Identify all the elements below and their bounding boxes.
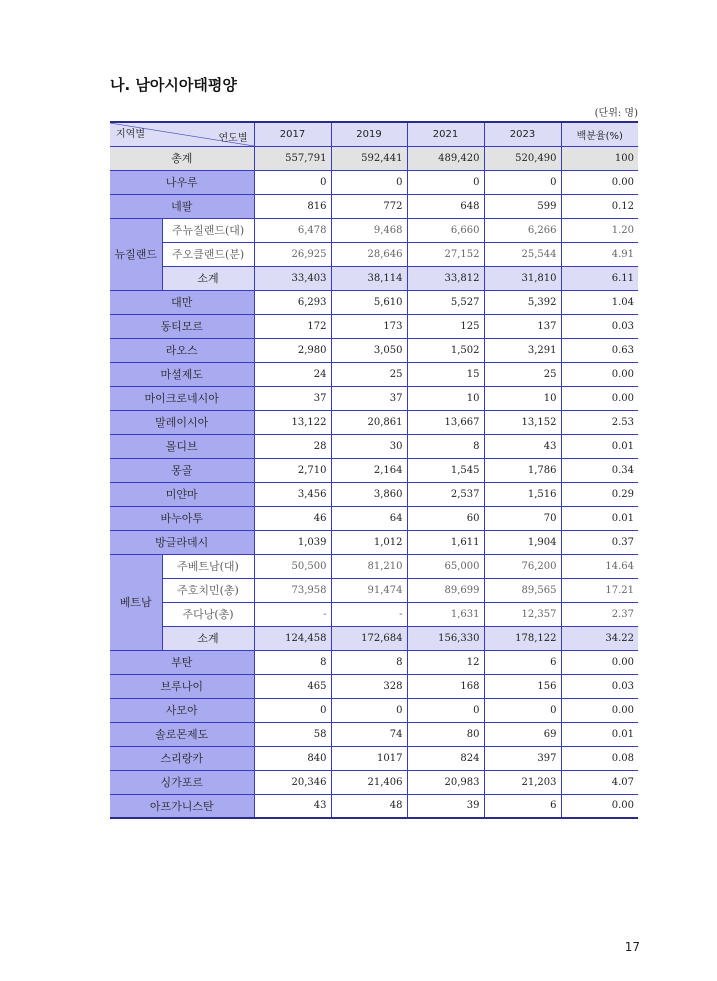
- group-new-zealand: 뉴질랜드: [110, 218, 162, 290]
- value-cell: 81,210: [331, 554, 407, 578]
- share-cell: 0.01: [561, 506, 638, 530]
- table-row: [110, 530, 638, 554]
- value-cell: 2,537: [407, 482, 484, 506]
- value-cell: 8: [407, 434, 484, 458]
- value-cell: 25,544: [484, 242, 561, 266]
- value-cell: 156: [484, 674, 561, 698]
- value-cell: 74: [331, 722, 407, 746]
- value-cell: -: [254, 602, 331, 626]
- value-cell: 168: [407, 674, 484, 698]
- table-row: [110, 338, 638, 362]
- header-year-label: 연도별: [218, 133, 248, 144]
- value-cell: 173: [331, 314, 407, 338]
- value-cell: 3,050: [331, 338, 407, 362]
- table-row: [110, 242, 638, 266]
- value-cell: 0: [484, 698, 561, 722]
- value-cell: 25: [484, 362, 561, 386]
- value-cell: 20,346: [254, 770, 331, 794]
- table-row: [110, 794, 638, 818]
- value-cell: 557,791: [254, 146, 331, 170]
- share-cell: 0.01: [561, 434, 638, 458]
- value-cell: 6: [484, 650, 561, 674]
- value-cell: 13,152: [484, 410, 561, 434]
- value-cell: 50,500: [254, 554, 331, 578]
- visitor-table: [110, 121, 638, 819]
- value-cell: 3,456: [254, 482, 331, 506]
- region-name: 아프가니스탄: [110, 794, 254, 818]
- value-cell: 15: [407, 362, 484, 386]
- value-cell: 1,516: [484, 482, 561, 506]
- value-cell: 73,958: [254, 578, 331, 602]
- region-name: 동티모르: [110, 314, 254, 338]
- value-cell: 8: [331, 650, 407, 674]
- value-cell: 43: [484, 434, 561, 458]
- value-cell: 37: [254, 386, 331, 410]
- region-name: 총계: [110, 146, 254, 170]
- header-corner: [110, 122, 254, 146]
- value-cell: 520,490: [484, 146, 561, 170]
- value-cell: 26,925: [254, 242, 331, 266]
- value-cell: 39: [407, 794, 484, 818]
- value-cell: 1,039: [254, 530, 331, 554]
- mission-name: 주다낭(총): [162, 602, 254, 626]
- mission-name: 주오클랜드(분): [162, 242, 254, 266]
- table-row: [110, 434, 638, 458]
- table-row: [110, 386, 638, 410]
- table-row: [110, 602, 638, 626]
- value-cell: 43: [254, 794, 331, 818]
- region-name: 네팔: [110, 194, 254, 218]
- table-row: [110, 146, 638, 170]
- table-row: [110, 458, 638, 482]
- table-body: [110, 122, 638, 818]
- value-cell: 60: [407, 506, 484, 530]
- region-name: 브루나이: [110, 674, 254, 698]
- subtotal-row: [110, 626, 638, 650]
- share-cell: 1.20: [561, 218, 638, 242]
- region-name: 미얀마: [110, 482, 254, 506]
- value-cell: 1,545: [407, 458, 484, 482]
- value-cell: 70: [484, 506, 561, 530]
- value-cell: -: [331, 602, 407, 626]
- value-cell: 69: [484, 722, 561, 746]
- table-row: [110, 170, 638, 194]
- share-cell: 100: [561, 146, 638, 170]
- share-cell: 4.07: [561, 770, 638, 794]
- value-cell: 8: [254, 650, 331, 674]
- value-cell: 65,000: [407, 554, 484, 578]
- value-cell: 328: [331, 674, 407, 698]
- table-row: [110, 410, 638, 434]
- value-cell: 1,611: [407, 530, 484, 554]
- value-cell: 124,458: [254, 626, 331, 650]
- value-cell: 2,710: [254, 458, 331, 482]
- value-cell: 33,812: [407, 266, 484, 290]
- value-cell: 0: [484, 170, 561, 194]
- share-cell: 0.08: [561, 746, 638, 770]
- header-year: 2017: [254, 122, 331, 146]
- share-cell: 0.00: [561, 362, 638, 386]
- header-year: 2021: [407, 122, 484, 146]
- value-cell: 0: [254, 170, 331, 194]
- value-cell: 6: [484, 794, 561, 818]
- region-name: 스리랑카: [110, 746, 254, 770]
- region-name: 사모아: [110, 698, 254, 722]
- share-cell: 34.22: [561, 626, 638, 650]
- header-year: 2019: [331, 122, 407, 146]
- value-cell: 6,266: [484, 218, 561, 242]
- value-cell: 1,631: [407, 602, 484, 626]
- value-cell: 816: [254, 194, 331, 218]
- value-cell: 5,392: [484, 290, 561, 314]
- value-cell: 30: [331, 434, 407, 458]
- header-year: 2023: [484, 122, 561, 146]
- region-name: 몰디브: [110, 434, 254, 458]
- region-name: 마셜제도: [110, 362, 254, 386]
- region-name: 싱가포르: [110, 770, 254, 794]
- share-cell: 4.91: [561, 242, 638, 266]
- share-cell: 0.03: [561, 674, 638, 698]
- section-title: 나. 남아시아태평양: [110, 76, 237, 94]
- value-cell: 156,330: [407, 626, 484, 650]
- mission-name: 주베트남(대): [162, 554, 254, 578]
- value-cell: 172: [254, 314, 331, 338]
- value-cell: 33,403: [254, 266, 331, 290]
- value-cell: 12: [407, 650, 484, 674]
- value-cell: 20,861: [331, 410, 407, 434]
- share-cell: 14.64: [561, 554, 638, 578]
- value-cell: 5,527: [407, 290, 484, 314]
- share-cell: 0.00: [561, 650, 638, 674]
- table-row: [110, 506, 638, 530]
- table-row: [110, 722, 638, 746]
- value-cell: 178,122: [484, 626, 561, 650]
- share-cell: 0.03: [561, 314, 638, 338]
- value-cell: 465: [254, 674, 331, 698]
- region-name: 대만: [110, 290, 254, 314]
- share-cell: 2.53: [561, 410, 638, 434]
- value-cell: 772: [331, 194, 407, 218]
- share-cell: 0.63: [561, 338, 638, 362]
- value-cell: 0: [254, 698, 331, 722]
- region-name: 방글라데시: [110, 530, 254, 554]
- value-cell: 1,012: [331, 530, 407, 554]
- value-cell: 10: [484, 386, 561, 410]
- value-cell: 6,660: [407, 218, 484, 242]
- subtotal-row: [110, 266, 638, 290]
- value-cell: 58: [254, 722, 331, 746]
- value-cell: 13,667: [407, 410, 484, 434]
- share-cell: 0.01: [561, 722, 638, 746]
- value-cell: 0: [331, 698, 407, 722]
- value-cell: 91,474: [331, 578, 407, 602]
- value-cell: 64: [331, 506, 407, 530]
- share-cell: 17.21: [561, 578, 638, 602]
- value-cell: 25: [331, 362, 407, 386]
- region-name: 바누아투: [110, 506, 254, 530]
- value-cell: 648: [407, 194, 484, 218]
- header-region-label: 지역별: [116, 128, 145, 140]
- value-cell: 48: [331, 794, 407, 818]
- mission-name: 주뉴질랜드(대): [162, 218, 254, 242]
- table-row: [110, 578, 638, 602]
- table-row: [110, 314, 638, 338]
- value-cell: 76,200: [484, 554, 561, 578]
- share-cell: 0.00: [561, 170, 638, 194]
- table-row: [110, 482, 638, 506]
- value-cell: 599: [484, 194, 561, 218]
- value-cell: 9,468: [331, 218, 407, 242]
- share-cell: 1.04: [561, 290, 638, 314]
- value-cell: 89,565: [484, 578, 561, 602]
- value-cell: 20,983: [407, 770, 484, 794]
- value-cell: 46: [254, 506, 331, 530]
- share-cell: 6.11: [561, 266, 638, 290]
- value-cell: 12,357: [484, 602, 561, 626]
- share-cell: 0.12: [561, 194, 638, 218]
- value-cell: 3,291: [484, 338, 561, 362]
- value-cell: 5,610: [331, 290, 407, 314]
- share-cell: 0.00: [561, 386, 638, 410]
- table-row: [110, 362, 638, 386]
- value-cell: 824: [407, 746, 484, 770]
- value-cell: 172,684: [331, 626, 407, 650]
- share-cell: 2.37: [561, 602, 638, 626]
- value-cell: 489,420: [407, 146, 484, 170]
- group-vietnam: 베트남: [110, 554, 162, 650]
- share-cell: 0.37: [561, 530, 638, 554]
- value-cell: 0: [407, 698, 484, 722]
- unit-label: (단위: 명): [594, 108, 638, 119]
- value-cell: 6,478: [254, 218, 331, 242]
- value-cell: 2,980: [254, 338, 331, 362]
- table-row: [110, 194, 638, 218]
- value-cell: 89,699: [407, 578, 484, 602]
- table-row: [110, 698, 638, 722]
- share-cell: 0.29: [561, 482, 638, 506]
- value-cell: 13,122: [254, 410, 331, 434]
- subtotal-label: 소계: [162, 266, 254, 290]
- share-cell: 0.00: [561, 698, 638, 722]
- share-cell: 0.00: [561, 794, 638, 818]
- page-number: 17: [624, 940, 640, 954]
- value-cell: 0: [407, 170, 484, 194]
- table-row: [110, 290, 638, 314]
- value-cell: 1,904: [484, 530, 561, 554]
- value-cell: 24: [254, 362, 331, 386]
- value-cell: 10: [407, 386, 484, 410]
- value-cell: 1017: [331, 746, 407, 770]
- value-cell: 80: [407, 722, 484, 746]
- value-cell: 125: [407, 314, 484, 338]
- value-cell: 28: [254, 434, 331, 458]
- value-cell: 37: [331, 386, 407, 410]
- mission-name: 주호치민(총): [162, 578, 254, 602]
- value-cell: 38,114: [331, 266, 407, 290]
- value-cell: 27,152: [407, 242, 484, 266]
- value-cell: 2,164: [331, 458, 407, 482]
- value-cell: 397: [484, 746, 561, 770]
- value-cell: 6,293: [254, 290, 331, 314]
- value-cell: 21,406: [331, 770, 407, 794]
- value-cell: 3,860: [331, 482, 407, 506]
- value-cell: 1,502: [407, 338, 484, 362]
- region-name: 마이크로네시아: [110, 386, 254, 410]
- value-cell: 592,441: [331, 146, 407, 170]
- region-name: 말레이시아: [110, 410, 254, 434]
- header-share: 백분율(%): [561, 122, 638, 146]
- table-row: [110, 218, 638, 242]
- table-row: [110, 770, 638, 794]
- value-cell: 28,646: [331, 242, 407, 266]
- region-name: 라오스: [110, 338, 254, 362]
- value-cell: 1,786: [484, 458, 561, 482]
- region-name: 나우루: [110, 170, 254, 194]
- region-name: 솔로몬제도: [110, 722, 254, 746]
- table-row: [110, 746, 638, 770]
- header-row: [110, 122, 638, 146]
- value-cell: 31,810: [484, 266, 561, 290]
- table-row: [110, 650, 638, 674]
- region-name: 몽골: [110, 458, 254, 482]
- table-row: [110, 674, 638, 698]
- subtotal-label: 소계: [162, 626, 254, 650]
- share-cell: 0.34: [561, 458, 638, 482]
- table-row: [110, 554, 638, 578]
- value-cell: 0: [331, 170, 407, 194]
- value-cell: 840: [254, 746, 331, 770]
- value-cell: 21,203: [484, 770, 561, 794]
- value-cell: 137: [484, 314, 561, 338]
- region-name: 부탄: [110, 650, 254, 674]
